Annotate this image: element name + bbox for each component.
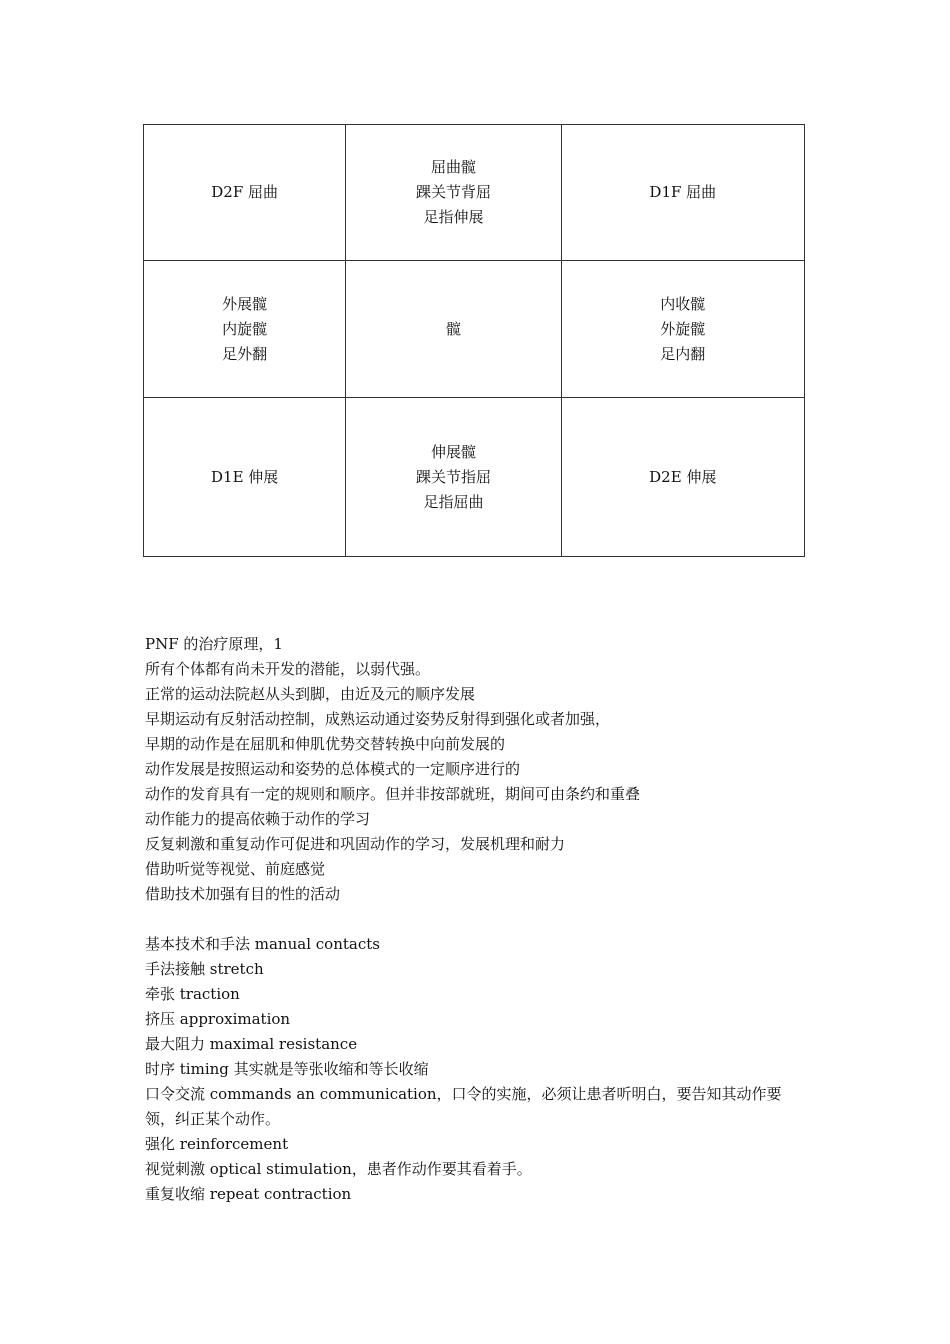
- technique-line: 时序 timing 其实就是等张收缩和等长收缩: [145, 1060, 429, 1078]
- cell-line: 外展髋: [222, 294, 268, 313]
- table-row: [144, 125, 805, 261]
- technique-line: 最大阻力 maximal resistance: [145, 1035, 358, 1053]
- principle-line: 借助听觉等视觉、前庭感觉: [145, 860, 326, 878]
- technique-line: 口令交流 commands an communication，口令的实施，必须让患者听明白，要告知其动作要领，纠正某个动作。: [145, 1085, 782, 1128]
- principle-line: 所有个体都有尚未开发的潜能，以弱代强。: [145, 660, 431, 678]
- blank-line: [145, 907, 807, 932]
- principle-line: 动作发展是按照运动和姿势的总体模式的一定顺序进行的: [145, 760, 521, 778]
- table-cell-abduction: [144, 261, 346, 398]
- principle-line: 动作能力的提高依赖于动作的学习: [145, 810, 371, 828]
- table-row: [144, 261, 805, 398]
- cell-line: 踝关节指屈: [415, 467, 491, 486]
- principle-line: 早期的动作是在屈肌和伸肌优势交替转换中向前发展的: [145, 735, 506, 753]
- table-row: [144, 398, 805, 557]
- technique-line: 手法接触 stretch: [145, 960, 264, 978]
- table-cell-hip: [346, 261, 561, 398]
- principles-heading: PNF 的治疗原理，1: [145, 635, 283, 653]
- cell-line: 踝关节背屈: [415, 183, 491, 201]
- table-cell-hip-flexion: [346, 125, 561, 261]
- cell-line: 内收髋: [660, 294, 706, 313]
- principle-line: 正常的运动法院赵从头到脚，由近及元的顺序发展: [145, 685, 476, 703]
- table-cell-hip-extension: [346, 398, 561, 557]
- cell-line: D2E 伸展: [649, 467, 717, 486]
- document-body: [145, 632, 807, 1207]
- table-cell-d2e: [561, 398, 804, 557]
- cell-line: 外旋髋: [660, 319, 706, 338]
- technique-line: 牵张 traction: [145, 985, 240, 1003]
- table-cell-d1e: [144, 398, 346, 557]
- cell-line: D1E 伸展: [211, 467, 279, 486]
- cell-line: 足指屈曲: [423, 492, 484, 511]
- techniques-heading: 基本技术和手法 manual contacts: [145, 935, 380, 953]
- cell-line: 屈曲髋: [430, 158, 476, 176]
- pnf-pattern-table: [143, 124, 805, 557]
- technique-line: 挤压 approximation: [145, 1010, 291, 1028]
- table-cell-d1f: [561, 125, 804, 261]
- technique-line: 强化 reinforcement: [145, 1135, 289, 1153]
- cell-line: D1F 屈曲: [649, 183, 717, 201]
- cell-line: 髋: [445, 319, 461, 338]
- cell-line: 内旋髋: [222, 319, 268, 338]
- cell-line: 足指伸展: [423, 208, 484, 226]
- principle-line: 借助技术加强有目的性的活动: [145, 885, 341, 903]
- principle-line: 早期运动有反射活动控制，成熟运动通过姿势反射得到强化或者加强，: [145, 710, 611, 728]
- cell-line: D2F 屈曲: [211, 183, 279, 201]
- cell-line: 伸展髋: [430, 442, 476, 461]
- cell-line: 足外翻: [222, 344, 268, 363]
- cell-line: 足内翻: [660, 344, 706, 363]
- technique-line: 重复收缩 repeat contraction: [145, 1185, 352, 1203]
- principle-line: 反复刺激和重复动作可促进和巩固动作的学习，发展机理和耐力: [145, 835, 566, 853]
- principle-line: 动作的发育具有一定的规则和顺序。但并非按部就班，期间可由条约和重叠: [145, 785, 641, 803]
- table-cell-adduction: [561, 261, 804, 398]
- technique-line: 视觉刺激 optical stimulation，患者作动作要其看着手。: [145, 1160, 532, 1178]
- table-cell-d2f: [144, 125, 346, 261]
